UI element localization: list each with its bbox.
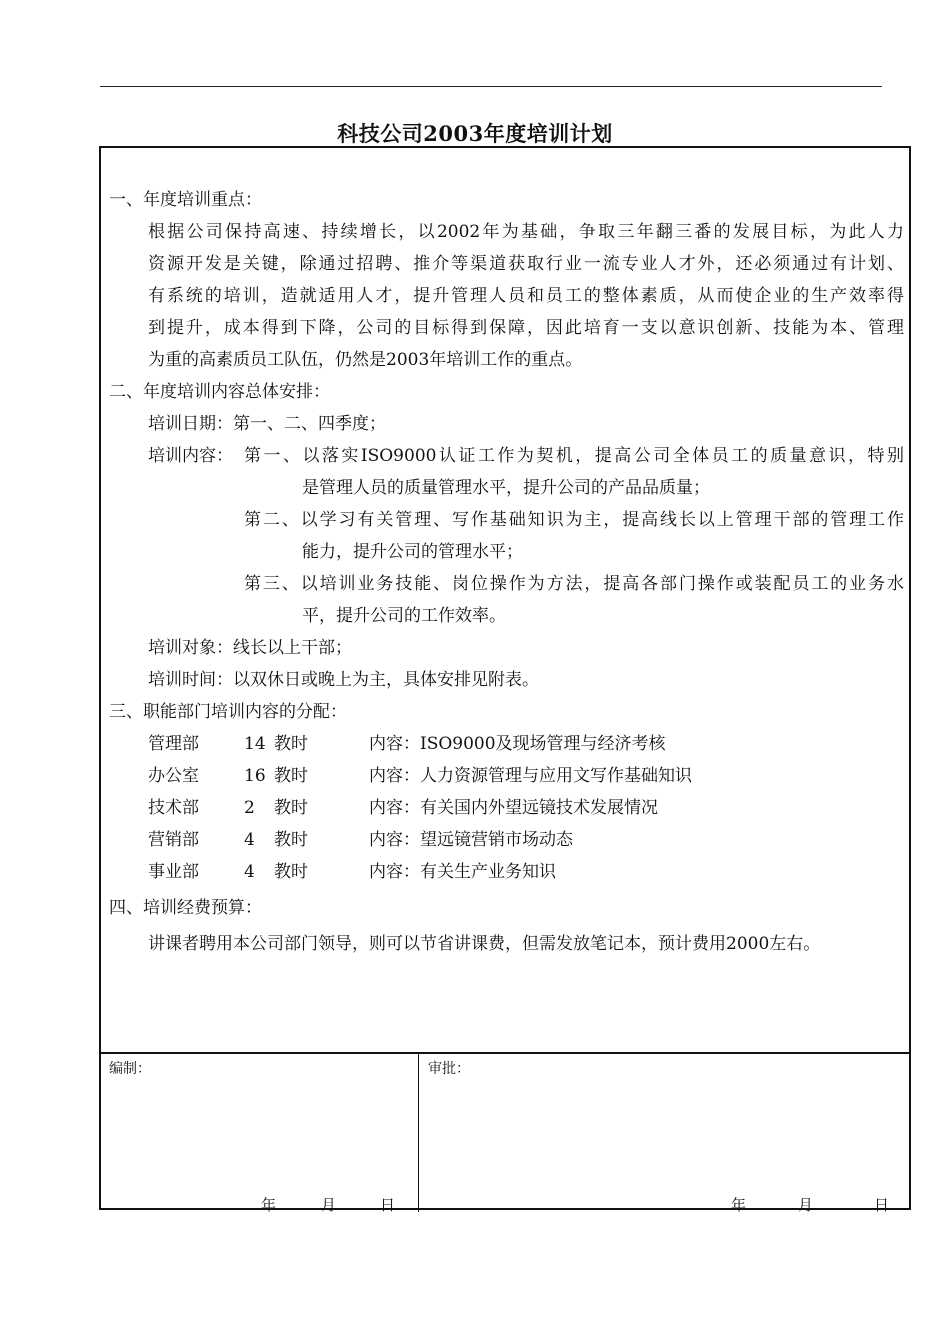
dept-hours: 4 bbox=[244, 862, 255, 882]
training-target: 培训对象：线长以上干部； bbox=[148, 638, 352, 658]
section1-line-5: 为重的高素质员工队伍，仍然是2003年培训工作的重点。 bbox=[148, 350, 583, 370]
document-title: 科技公司2003年度培训计划 bbox=[337, 121, 613, 146]
dept-unit: 教时 bbox=[274, 830, 308, 850]
signature-area bbox=[101, 1052, 909, 1212]
plan-body bbox=[101, 148, 909, 1052]
header-rule bbox=[100, 86, 882, 87]
content-item-1-line-2: 是管理人员的质量管理水平，提升公司的产品品质量； bbox=[302, 478, 710, 498]
section1-line-4: 到提升，成本得到下降，公司的目标得到保障，因此培育一支以意识创新、技能为本、管理 bbox=[148, 318, 904, 338]
dept-name: 营销部 bbox=[148, 830, 199, 850]
content-item-2-line-2: 能力，提升公司的管理水平； bbox=[302, 542, 523, 562]
dept-unit: 教时 bbox=[274, 798, 308, 818]
dept-content: 内容：有关国内外望远镜技术发展情况 bbox=[369, 798, 658, 818]
dept-hours: 4 bbox=[244, 830, 255, 850]
content-item-1-line-1: 第一、以落实ISO9000认证工作为契机，提高公司全体员工的质量意识，特别 bbox=[244, 446, 904, 466]
prepared-by-label: 编制： bbox=[109, 1061, 151, 1077]
dept-unit: 教时 bbox=[274, 766, 308, 786]
dept-hours: 2 bbox=[244, 798, 255, 818]
approved-day-label: 日 bbox=[874, 1196, 890, 1214]
dept-unit: 教时 bbox=[274, 734, 308, 754]
content-item-2-line-1: 第二、以学习有关管理、写作基础知识为主，提高线长以上管理干部的管理工作 bbox=[244, 510, 904, 530]
prepared-day-label: 日 bbox=[380, 1196, 396, 1214]
dept-unit: 教时 bbox=[274, 862, 308, 882]
dept-name: 技术部 bbox=[148, 798, 199, 818]
dept-content: 内容：ISO9000及现场管理与经济考核 bbox=[369, 734, 666, 754]
section3-heading: 三、职能部门培训内容的分配： bbox=[109, 702, 347, 722]
prepared-year-label: 年 bbox=[261, 1196, 277, 1214]
dept-content: 内容：人力资源管理与应用文写作基础知识 bbox=[369, 766, 692, 786]
content-item-3-line-1: 第三、以培训业务技能、岗位操作为方法，提高各部门操作或装配员工的业务水 bbox=[244, 574, 904, 594]
dept-content: 内容：有关生产业务知识 bbox=[369, 862, 556, 882]
dept-content: 内容：望远镜营销市场动态 bbox=[369, 830, 573, 850]
training-date: 培训日期：第一、二、四季度； bbox=[148, 414, 386, 434]
dept-hours: 16 bbox=[244, 766, 266, 786]
section1-line-1: 根据公司保持高速、持续增长，以2002年为基础，争取三年翻三番的发展目标，为此人力 bbox=[148, 222, 904, 242]
dept-name: 办公室 bbox=[148, 766, 199, 786]
prepared-month-label: 月 bbox=[321, 1196, 337, 1214]
dept-hours: 14 bbox=[244, 734, 266, 754]
plan-form bbox=[99, 146, 911, 1214]
approved-month-label: 月 bbox=[798, 1196, 814, 1214]
section1-heading: 一、年度培训重点： bbox=[109, 190, 262, 210]
training-time: 培训时间：以双休日或晚上为主，具体安排见附表。 bbox=[148, 670, 539, 690]
section1-line-2: 资源开发是关键，除通过招聘、推介等渠道获取行业一流专业人才外，还必须通过有计划、 bbox=[148, 254, 904, 274]
signature-divider bbox=[418, 1054, 419, 1212]
dept-name: 事业部 bbox=[148, 862, 199, 882]
approved-year-label: 年 bbox=[731, 1196, 747, 1214]
section1-line-3: 有系统的培训，造就适用人才，提升管理人员和员工的整体素质，从而使企业的生产效率得 bbox=[148, 286, 904, 306]
section4-heading: 四、培训经费预算： bbox=[109, 898, 262, 918]
content-item-3-line-2: 平，提升公司的工作效率。 bbox=[302, 606, 506, 626]
approved-by-label: 审批： bbox=[428, 1061, 470, 1077]
budget-line: 讲课者聘用本公司部门领导，则可以节省讲课费，但需发放笔记本，预计费用2000左右。 bbox=[148, 934, 821, 954]
section2-heading: 二、年度培训内容总体安排： bbox=[109, 382, 330, 402]
dept-name: 管理部 bbox=[148, 734, 199, 754]
training-content-label: 培训内容： bbox=[148, 446, 233, 466]
